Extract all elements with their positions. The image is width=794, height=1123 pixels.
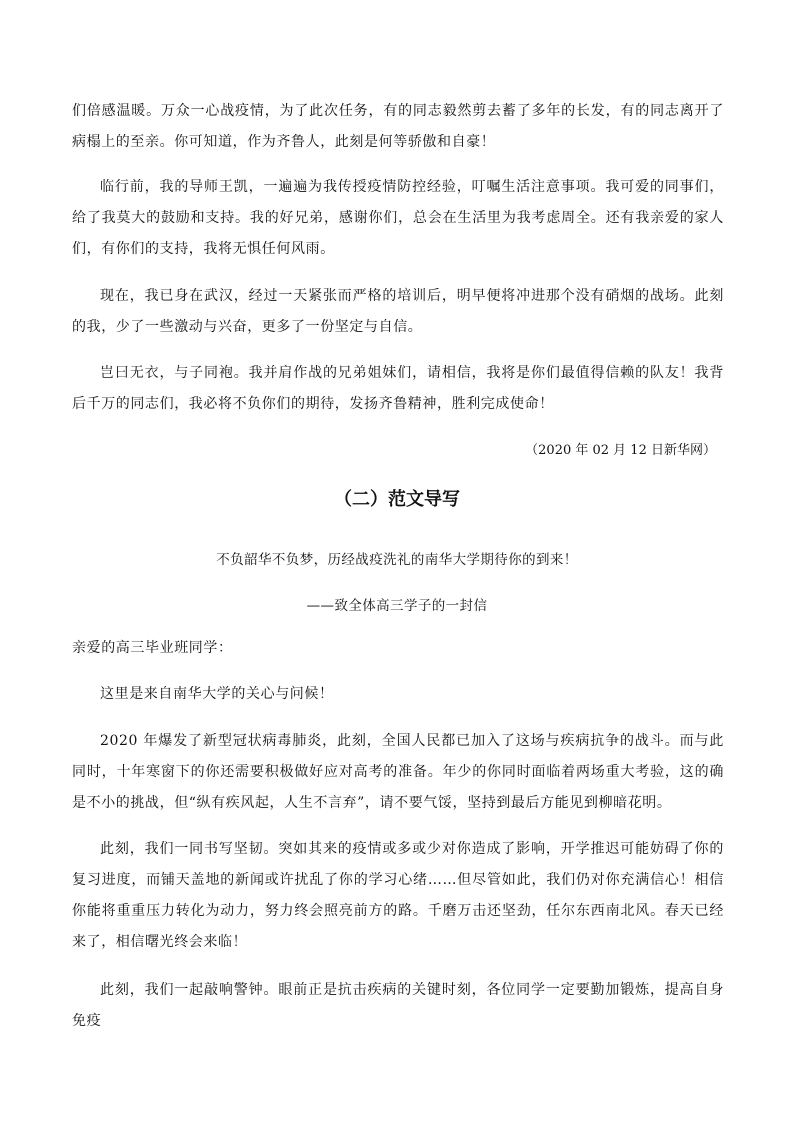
paragraph-continued-4: 岂曰无衣，与子同袍。我并肩作战的兄弟姐妹们，请相信，我将是你们最值得信赖的队友！我背后千万的同志们，我必将不负你们的期待，发扬齐鲁精神，胜利完成使命！ [72, 365, 724, 412]
letter-paragraph-1: 这里是来自南华大学的关心与问候！ [100, 686, 334, 702]
paragraph-continued-1: 们倍感温暖。万众一心战疫情，为了此次任务，有的同志毅然剪去蓄了多年的长发，有的同志离开了病榻上的至亲。你可知道，作为齐鲁人，此刻是何等骄傲和自豪！ [72, 103, 724, 150]
letter-title: 不负韶华不负梦，历经战疫洗礼的南华大学期待你的到来！ [216, 552, 578, 568]
section-heading: （二）范文导写 [334, 489, 460, 510]
letter-greeting: 亲爱的高三毕业班同学： [72, 640, 233, 656]
source-citation: （2020 年 02 月 12 日新华网） [525, 443, 716, 458]
letter-paragraph-4: 此刻，我们一起敲响警钟。眼前正是抗击疾病的关键时刻，各位同学一定要勤加锻炼，提高自身免疫 [72, 982, 724, 1029]
letter-paragraph-3: 此刻，我们一同书写坚韧。突如其来的疫情或多或少对你造成了影响，开学推迟可能妨碍了你的复习进度，而铺天盖地的新闻或许扰乱了你的学习心绪……但尽管如此，我们仍对你充满信心！相信你能将重重压力转化为动力，努力终会照亮前方的路。千磨万击还坚劲，任尔东西南北风。春天已经来了，相信曙光终会来临！ [72, 841, 724, 950]
paragraph-continued-3: 现在，我已身在武汉，经过一天紧张而严格的培训后，明早便将冲进那个没有硝烟的战场。此刻的我，少了一些激动与兴奋，更多了一份坚定与自信。 [72, 288, 724, 335]
letter-subtitle: ——致全体高三学子的一封信 [306, 598, 488, 614]
paragraph-continued-2: 临行前，我的导师王凯，一遍遍为我传授疫情防控经验，叮嘱生活注意事项。我可爱的同事们，给了我莫大的鼓励和支持。我的好兄弟，感谢你们，总会在生活里为我考虑周全。还有我亲爱的家人们，有你们的支持，我将无惧任何风雨。 [72, 179, 724, 257]
letter-paragraph-2: 2020 年爆发了新型冠状病毒肺炎，此刻，全国人民都已加入了这场与疾病抗争的战斗。而与此同时，十年寒窗下的你还需要积极做好应对高考的准备。年少的你同时面临着两场重大考验，这的确是不小的挑战，但“纵有疾风起，人生不言弃”，请不要气馁，坚持到最后方能见到柳暗花明。 [72, 733, 724, 811]
